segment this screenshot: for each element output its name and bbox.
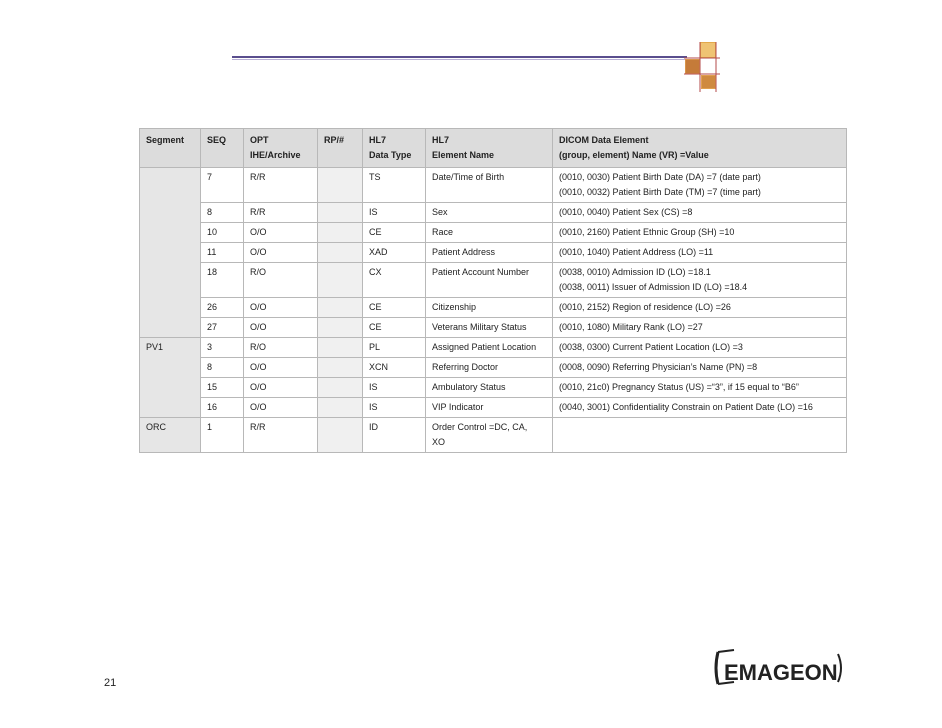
dicom-element-cell — [553, 243, 847, 263]
seq-cell: 3 — [201, 338, 244, 358]
type-cell: PL — [363, 338, 426, 358]
dicom-element-cell — [553, 203, 847, 223]
opt-cell: O/O — [244, 223, 318, 243]
rp-cell — [318, 418, 363, 453]
table-row — [140, 223, 847, 243]
header-rule-shadow — [232, 59, 687, 60]
type-cell: XAD — [363, 243, 426, 263]
type-cell: IS — [363, 203, 426, 223]
header-sublabel: Element Name — [432, 150, 495, 160]
header-cell-rp — [318, 129, 363, 168]
dicom-element-cell — [553, 223, 847, 243]
table-row — [140, 338, 847, 358]
element-name-cell: Race — [426, 223, 553, 243]
element-name-cell: Order Control =DC, CA, XO — [426, 418, 553, 453]
seq-cell: 1 — [201, 418, 244, 453]
table-row — [140, 378, 847, 398]
dicom-element-cell — [553, 358, 847, 378]
opt-cell: R/O — [244, 338, 318, 358]
dicom-mapping-line: (0038, 0011) Issuer of Admission ID (LO) =18.4 — [559, 282, 748, 292]
type-cell: CE — [363, 298, 426, 318]
element-name-cell: Veterans Military Status — [426, 318, 553, 338]
decorative-tiles-icon — [684, 42, 720, 92]
header-cell-type — [363, 129, 426, 168]
rp-cell — [318, 398, 363, 418]
header-label: RP/# — [324, 135, 345, 145]
table-row — [140, 168, 847, 203]
header-sublabel: (group, element) Name (VR) =Value — [559, 150, 709, 160]
segment-cell — [140, 168, 201, 338]
seq-cell: 16 — [201, 398, 244, 418]
dicom-element-cell — [553, 338, 847, 358]
element-name-cell: VIP Indicator — [426, 398, 553, 418]
dicom-element-cell — [553, 318, 847, 338]
dicom-mapping-line: (0010, 21c0) Pregnancy Status (US) =“3”, if 15 equal to “B6” — [559, 382, 799, 392]
rp-cell — [318, 243, 363, 263]
header-label: HL7 — [369, 135, 387, 145]
seq-cell: 15 — [201, 378, 244, 398]
rp-cell — [318, 378, 363, 398]
table-row — [140, 318, 847, 338]
dicom-mapping-line: (0010, 2152) Region of residence (LO) =26 — [559, 302, 731, 312]
seq-cell: 10 — [201, 223, 244, 243]
type-cell: IS — [363, 398, 426, 418]
dicom-mapping-line: (0038, 0300) Current Patient Location (LO) =3 — [559, 342, 743, 352]
seq-cell: 8 — [201, 203, 244, 223]
type-cell: CE — [363, 318, 426, 338]
header-label: Segment — [146, 135, 185, 145]
element-name-cell: Assigned Patient Location — [426, 338, 553, 358]
seq-cell: 18 — [201, 263, 244, 298]
emageon-logo — [710, 642, 850, 694]
header-cell-seq — [201, 129, 244, 168]
header-label: HL7 — [432, 135, 450, 145]
dicom-element-cell — [553, 418, 847, 453]
type-cell: IS — [363, 378, 426, 398]
table-row — [140, 263, 847, 298]
dicom-mapping-line: (0010, 2160) Patient Ethnic Group (SH) =10 — [559, 227, 735, 237]
element-name-cell: Date/Time of Birth — [426, 168, 553, 203]
header-label: OPT — [250, 135, 269, 145]
dicom-mapping-line: (0010, 0032) Patient Birth Date (TM) =7 (time part) — [559, 187, 761, 197]
element-name-cell: Referring Doctor — [426, 358, 553, 378]
rp-cell — [318, 263, 363, 298]
rp-cell — [318, 203, 363, 223]
opt-cell: O/O — [244, 298, 318, 318]
dicom-element-cell — [553, 378, 847, 398]
table-row — [140, 298, 847, 318]
svg-text:EMAGEON: EMAGEON — [724, 660, 838, 685]
opt-cell: O/O — [244, 358, 318, 378]
table-row — [140, 358, 847, 378]
header-sublabel: Data Type — [369, 150, 412, 160]
table-row — [140, 398, 847, 418]
element-name-cell: Citizenship — [426, 298, 553, 318]
dicom-element-cell — [553, 298, 847, 318]
table-row — [140, 243, 847, 263]
opt-cell: R/O — [244, 263, 318, 298]
dicom-mapping-line: (0010, 1040) Patient Address (LO) =11 — [559, 247, 714, 257]
opt-cell: O/O — [244, 378, 318, 398]
header-cell-dicom — [553, 129, 847, 168]
rp-cell — [318, 298, 363, 318]
type-cell: XCN — [363, 358, 426, 378]
element-name-cell: Sex — [426, 203, 553, 223]
element-name-cell: Patient Address — [426, 243, 553, 263]
type-cell: CE — [363, 223, 426, 243]
dicom-element-cell — [553, 263, 847, 298]
rp-cell — [318, 223, 363, 243]
dicom-mapping-line: (0038, 0010) Admission ID (LO) =18.1 — [559, 267, 711, 277]
rp-cell — [318, 358, 363, 378]
element-name-cell: Ambulatory Status — [426, 378, 553, 398]
header-cell-segment — [140, 129, 201, 168]
type-cell: ID — [363, 418, 426, 453]
type-cell: TS — [363, 168, 426, 203]
seq-cell: 26 — [201, 298, 244, 318]
opt-cell: R/R — [244, 168, 318, 203]
dicom-element-cell — [553, 168, 847, 203]
seq-cell: 11 — [201, 243, 244, 263]
dicom-element-cell — [553, 398, 847, 418]
dicom-mapping-line: (0010, 0040) Patient Sex (CS) =8 — [559, 207, 693, 217]
dicom-mapping-line: (0010, 1080) Military Rank (LO) =27 — [559, 322, 703, 332]
element-name-cell: Patient Account Number — [426, 263, 553, 298]
seq-cell: 7 — [201, 168, 244, 203]
segment-cell: PV1 — [140, 338, 201, 418]
rp-cell — [318, 318, 363, 338]
header-label: SEQ — [207, 135, 227, 145]
opt-cell: R/R — [244, 203, 318, 223]
header-cell-name — [426, 129, 553, 168]
seq-cell: 27 — [201, 318, 244, 338]
dicom-mapping-line: (0010, 0030) Patient Birth Date (DA) =7 (date part) — [559, 172, 761, 182]
type-cell: CX — [363, 263, 426, 298]
segment-cell: ORC — [140, 418, 201, 453]
opt-cell: R/R — [244, 418, 318, 453]
header-rule — [232, 56, 687, 58]
header-label: DICOM Data Element — [559, 135, 649, 145]
header-cell-opt — [244, 129, 318, 168]
dicom-mapping-line: (0040, 3001) Confidentiality Constrain on Patient Date (LO) =16 — [559, 402, 813, 412]
opt-cell: O/O — [244, 318, 318, 338]
table-row — [140, 418, 847, 453]
header-sublabel: IHE/Archive — [250, 150, 301, 160]
rp-cell — [318, 168, 363, 203]
dicom-mapping-line: (0008, 0090) Referring Physician’s Name (PN) =8 — [559, 362, 758, 372]
opt-cell: O/O — [244, 243, 318, 263]
seq-cell: 8 — [201, 358, 244, 378]
page-number: 21 — [104, 677, 117, 689]
table-row — [140, 203, 847, 223]
table-header-row — [140, 129, 847, 168]
hl7-dicom-mapping-table — [139, 128, 847, 453]
opt-cell: O/O — [244, 398, 318, 418]
rp-cell — [318, 338, 363, 358]
